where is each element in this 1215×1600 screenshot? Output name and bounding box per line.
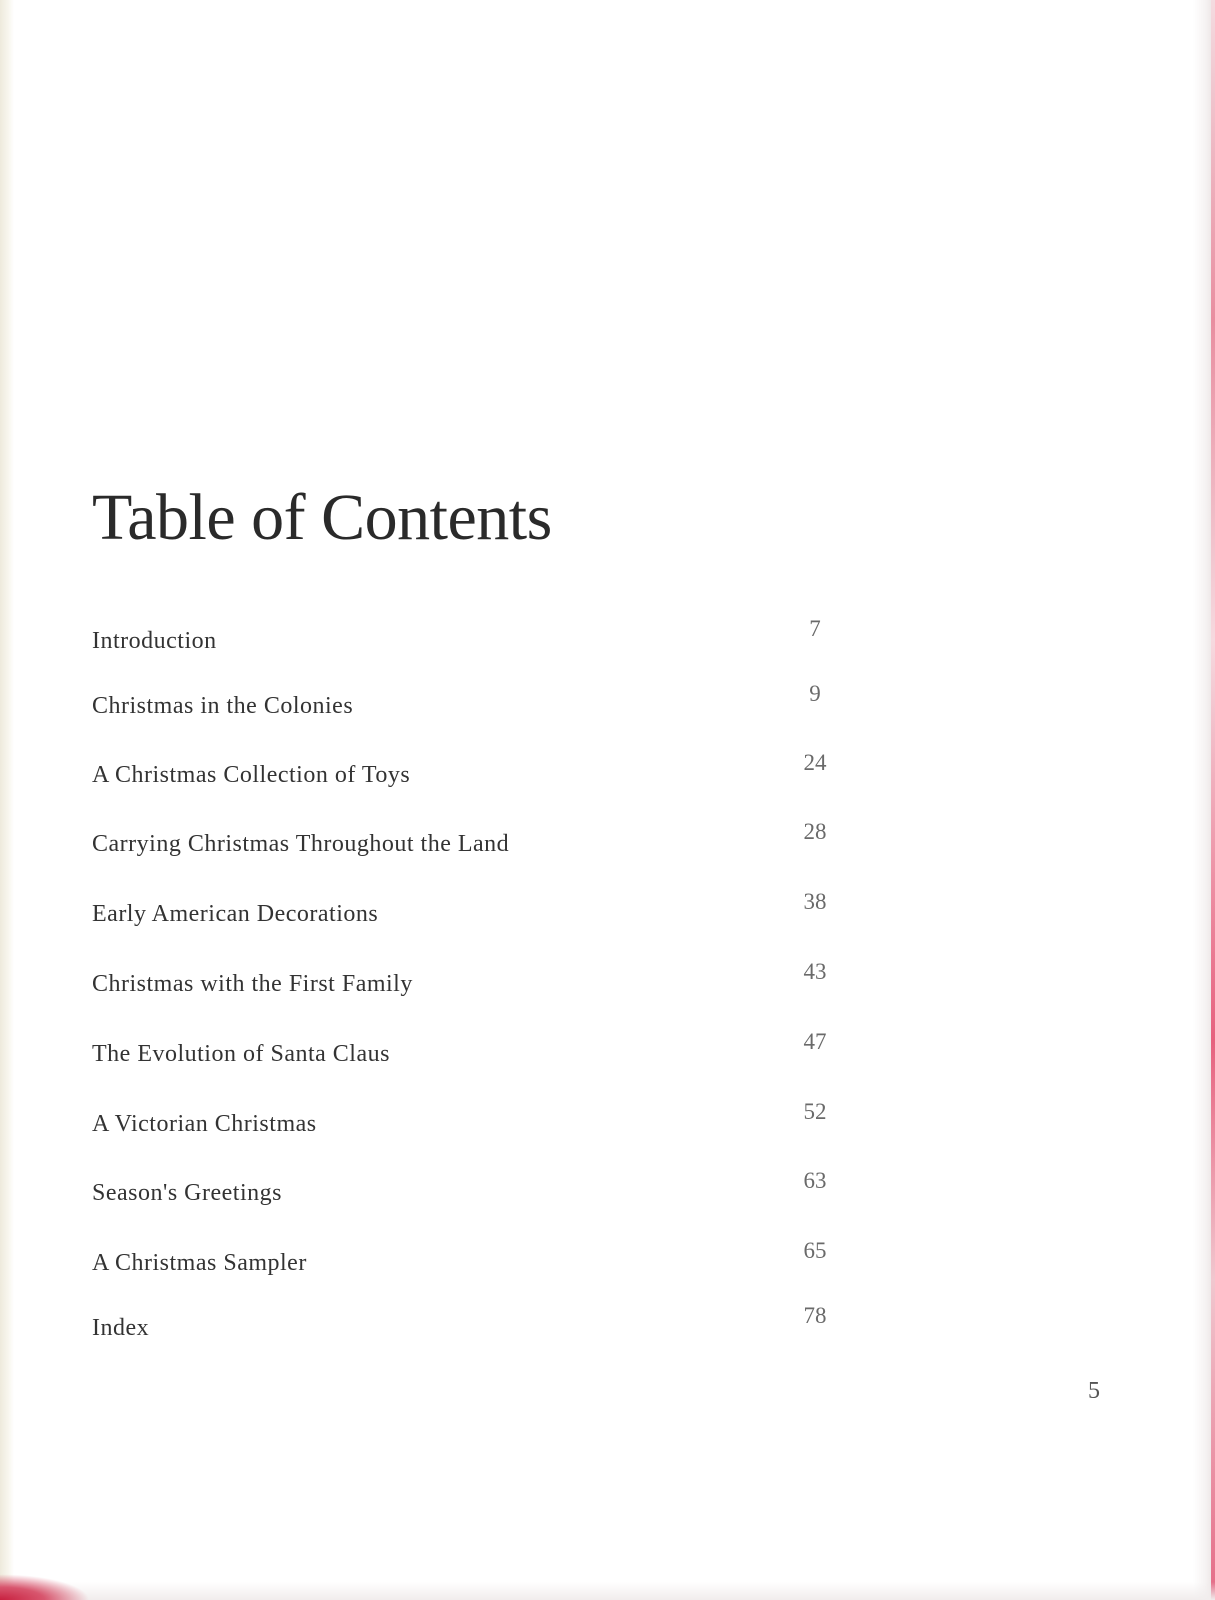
toc-entry-page: 65 [803,1238,827,1263]
toc-entry-label: Carrying Christmas Throughout the Land [92,831,510,857]
toc-entry-toys [0,750,1215,790]
toc-entry-colonies [0,681,1215,721]
toc-entry-page: 24 [803,750,827,775]
toc-entry-page: 43 [803,959,827,984]
toc-entry-greetings [0,1168,1215,1208]
page-number: 5 [1088,1378,1100,1404]
toc-entry-page: 47 [803,1029,827,1054]
toc-entry-page: 63 [803,1168,827,1193]
toc-entry-page: 7 [809,616,821,641]
toc-entry-land [0,819,1215,859]
toc-entry-label: A Victorian Christmas [92,1111,317,1137]
toc-entry-decorations [0,889,1215,929]
page-title: Table of Contents [92,481,552,554]
toc-entry-label: Introduction [92,628,217,654]
toc-entry-page: 38 [803,889,827,914]
toc-entry-index [0,1303,1215,1343]
toc-entry-first-family [0,959,1215,999]
toc-entry-label: The Evolution of Santa Claus [92,1041,390,1067]
toc-entry-page: 78 [803,1303,827,1328]
toc-entry-label: A Christmas Collection of Toys [92,762,411,788]
toc-entry-introduction [0,616,1215,656]
toc-entry-santa-claus [0,1029,1215,1069]
toc-entry-sampler [0,1238,1215,1278]
toc-entry-page: 28 [803,819,827,844]
toc-entry-label: Index [92,1315,150,1341]
toc-entry-page: 52 [803,1099,827,1124]
toc-entry-label: Christmas in the Colonies [92,693,354,719]
toc-entry-label: Season's Greetings [92,1180,282,1206]
toc-entry-victorian [0,1099,1215,1139]
toc-entry-page: 9 [809,681,821,706]
toc-entry-label: Early American Decorations [92,901,379,927]
toc-entry-label: A Christmas Sampler [92,1250,307,1276]
toc-entry-label: Christmas with the First Family [92,971,413,997]
